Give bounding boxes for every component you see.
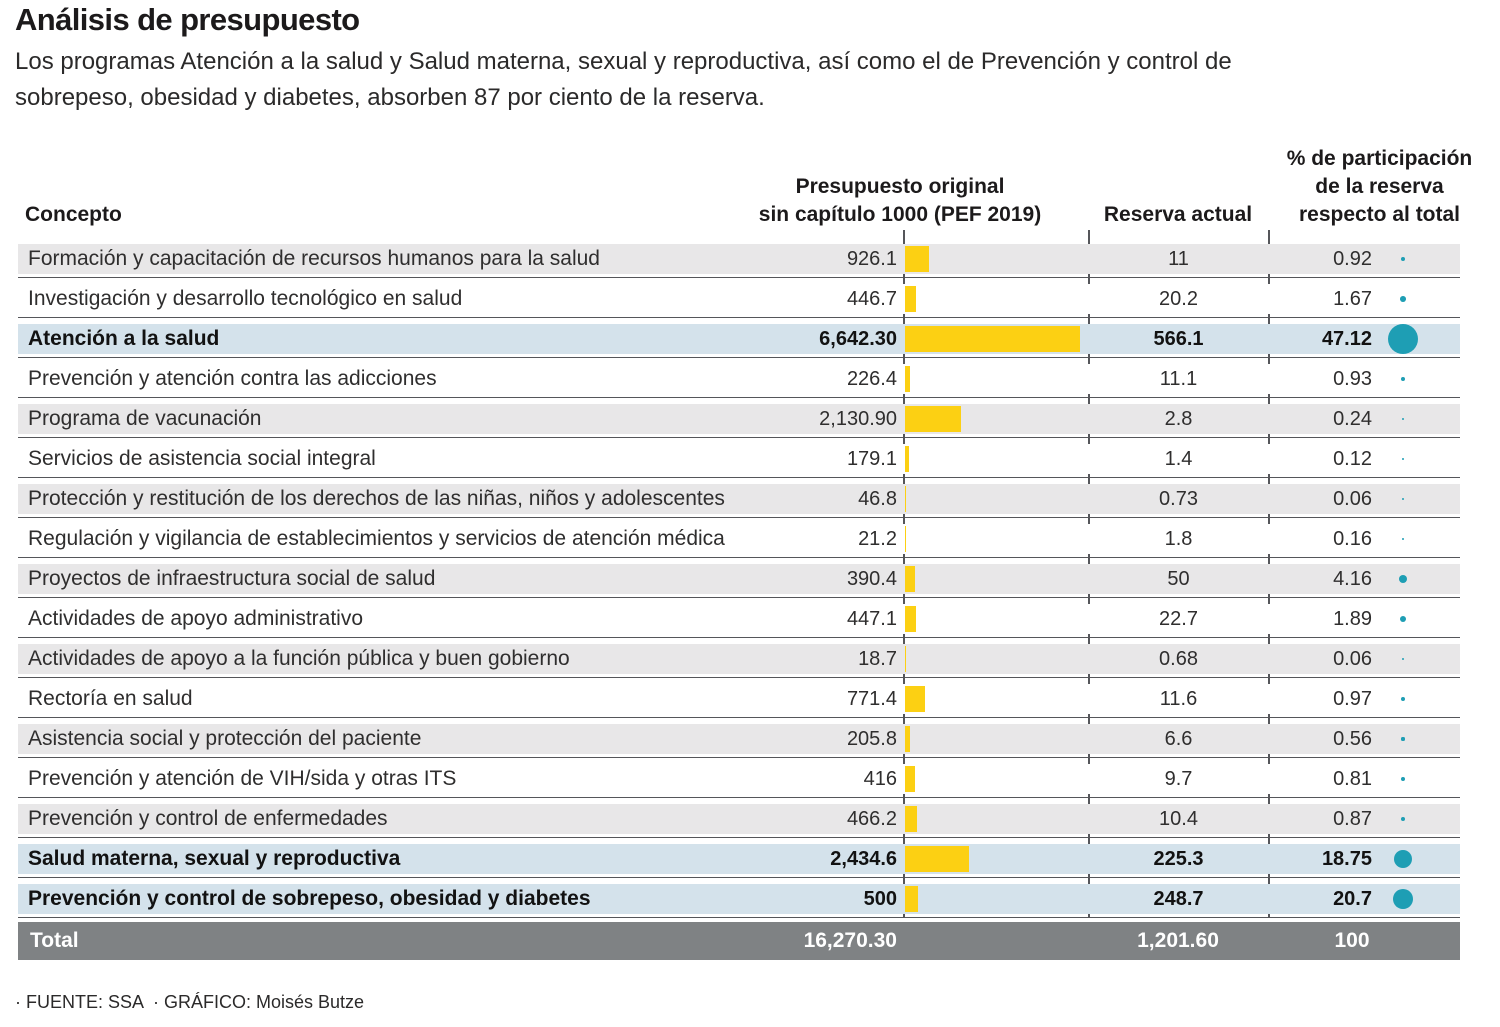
- row-pct-value: 0.12: [1333, 448, 1372, 470]
- presupuesto-bar: [905, 886, 918, 912]
- row-concept: Formación y capacitación de recursos humanos para la salud: [28, 247, 600, 270]
- row-reserva-value: 6.6: [1164, 728, 1193, 750]
- row-pct-value: 20.7: [1333, 888, 1372, 910]
- row-pct-value: 0.92: [1333, 248, 1372, 270]
- table-row: [0, 360, 1500, 400]
- total-pct-value: 100: [1334, 929, 1370, 952]
- row-reserva-value: 2.8: [1164, 408, 1193, 430]
- column-header-reserva: Reserva actual: [1103, 203, 1253, 226]
- row-presupuesto-value: 771.4: [846, 688, 897, 710]
- pct-dot: [1388, 324, 1418, 354]
- row-reserva-value: 1.8: [1164, 528, 1193, 550]
- row-reserva-value: 9.7: [1164, 768, 1193, 790]
- row-presupuesto-value: 466.2: [846, 808, 897, 830]
- presupuesto-bar: [905, 286, 917, 312]
- row-separator: [18, 677, 1460, 679]
- row-concept: Prevención y control de sobrepeso, obesidad y diabetes: [28, 887, 591, 910]
- row-concept: Actividades de apoyo administrativo: [28, 607, 364, 630]
- table-row: [0, 480, 1500, 520]
- row-reserva-value: 22.7: [1159, 608, 1198, 630]
- row-presupuesto-value: 2,130.90: [819, 408, 897, 430]
- table-rows: [0, 240, 1500, 920]
- row-pct-value: 0.06: [1333, 488, 1372, 510]
- row-reserva-value: 10.4: [1159, 808, 1198, 830]
- table-row: [0, 240, 1500, 280]
- presupuesto-bar: [905, 326, 1080, 352]
- row-reserva-value: 566.1: [1153, 328, 1204, 350]
- row-separator: [18, 357, 1460, 359]
- row-presupuesto-value: 6,642.30: [819, 328, 897, 350]
- row-pct-value: 0.56: [1333, 728, 1372, 750]
- total-label: Total: [30, 929, 79, 952]
- table-row: [0, 880, 1500, 920]
- presupuesto-bar: [905, 246, 929, 272]
- row-reserva-value: 0.73: [1159, 488, 1198, 510]
- row-pct-value: 0.16: [1333, 528, 1372, 550]
- row-pct-value: 0.87: [1333, 808, 1372, 830]
- column-header-presupuesto-line-1: Presupuesto original: [795, 175, 1005, 198]
- table-row: [0, 440, 1500, 480]
- row-pct-value: 18.75: [1321, 848, 1372, 870]
- table-row: [0, 280, 1500, 320]
- presupuesto-bar: [905, 766, 916, 792]
- row-separator: [18, 797, 1460, 799]
- pct-dot: [1402, 498, 1404, 500]
- table-row: [0, 320, 1500, 360]
- table-row: [0, 760, 1500, 800]
- table-row: [0, 600, 1500, 640]
- column-header-pct-line-3: respecto al total: [1298, 203, 1461, 226]
- row-separator: [18, 757, 1460, 759]
- row-separator: [18, 717, 1460, 719]
- row-presupuesto-value: 390.4: [846, 568, 897, 590]
- presupuesto-bar: [905, 726, 910, 752]
- row-reserva-value: 50: [1167, 568, 1190, 590]
- row-presupuesto-value: 447.1: [846, 608, 897, 630]
- subtitle-line-2: sobrepeso, obesidad y diabetes, absorben 87 por ciento de la reserva.: [15, 84, 765, 111]
- row-presupuesto-value: 179.1: [846, 448, 897, 470]
- table-row: [0, 720, 1500, 760]
- row-concept: Prevención y control de enfermedades: [28, 807, 388, 830]
- row-separator: [18, 877, 1460, 879]
- presupuesto-bar: [905, 646, 906, 672]
- pct-dot: [1402, 658, 1404, 660]
- table-row: [0, 840, 1500, 880]
- row-pct-value: 47.12: [1321, 328, 1372, 350]
- row-concept: Proyectos de infraestructura social de salud: [28, 567, 436, 590]
- column-header-pct: [1262, 145, 1497, 229]
- total-row: [18, 922, 1460, 960]
- row-concept: Protección y restitución de los derechos de las niñas, niños y adolescentes: [28, 487, 725, 510]
- presupuesto-bar: [905, 446, 910, 472]
- pct-dot: [1401, 737, 1404, 740]
- presupuesto-bar: [905, 366, 911, 392]
- row-separator: [18, 597, 1460, 599]
- row-separator: [18, 277, 1460, 279]
- row-pct-value: 0.24: [1333, 408, 1372, 430]
- table-row: [0, 800, 1500, 840]
- row-reserva-value: 20.2: [1159, 288, 1198, 310]
- row-presupuesto-value: 226.4: [846, 368, 897, 390]
- row-presupuesto-value: 500: [863, 888, 897, 910]
- presupuesto-bar: [905, 526, 906, 552]
- column-header-pct-line-1: % de participación: [1286, 147, 1473, 170]
- presupuesto-bar: [905, 806, 917, 832]
- table-row: [0, 520, 1500, 560]
- presupuesto-bar: [905, 406, 961, 432]
- row-presupuesto-value: 46.8: [858, 488, 897, 510]
- row-pct-value: 4.16: [1333, 568, 1372, 590]
- row-pct-value: 1.67: [1333, 288, 1372, 310]
- presupuesto-bar: [905, 566, 915, 592]
- row-concept: Prevención y atención contra las adicciones: [28, 367, 437, 390]
- pct-dot: [1400, 616, 1406, 622]
- table-row: [0, 560, 1500, 600]
- column-header-concepto: Concepto: [25, 203, 122, 226]
- row-concept: Atención a la salud: [28, 327, 220, 350]
- row-pct-value: 0.97: [1333, 688, 1372, 710]
- subtitle: [15, 44, 1232, 116]
- row-pct-value: 0.93: [1333, 368, 1372, 390]
- page-title: Análisis de presupuesto: [15, 2, 360, 37]
- pct-dot: [1401, 777, 1405, 781]
- row-reserva-value: 11.1: [1159, 368, 1198, 390]
- pct-dot: [1401, 817, 1405, 821]
- pct-dot: [1402, 458, 1404, 460]
- row-pct-value: 0.06: [1333, 648, 1372, 670]
- row-concept: Investigación y desarrollo tecnológico en salud: [28, 287, 463, 310]
- total-reserva-value: 1,201.60: [1137, 929, 1219, 952]
- table-row: [0, 400, 1500, 440]
- row-pct-value: 1.89: [1333, 608, 1372, 630]
- row-separator: [18, 477, 1460, 479]
- row-presupuesto-value: 926.1: [846, 248, 897, 270]
- row-presupuesto-value: 416: [863, 768, 897, 790]
- total-presupuesto-value: 16,270.30: [803, 929, 897, 952]
- pct-dot: [1393, 889, 1413, 909]
- row-reserva-value: 0.68: [1159, 648, 1198, 670]
- row-presupuesto-value: 21.2: [858, 528, 897, 550]
- column-header-pct-line-2: de la reserva: [1315, 175, 1444, 198]
- source-credits: · FUENTE: SSA · GRÁFICO: Moisés Butze: [15, 992, 365, 1012]
- row-reserva-value: 225.3: [1153, 848, 1204, 870]
- row-concept: Salud materna, sexual y reproductiva: [28, 847, 401, 870]
- row-separator: [18, 437, 1460, 439]
- row-separator: [18, 557, 1460, 559]
- row-concept: Asistencia social y protección del paciente: [28, 727, 422, 750]
- row-separator: [18, 517, 1460, 519]
- presupuesto-bar: [905, 686, 925, 712]
- presupuesto-bar: [905, 486, 906, 512]
- presupuesto-bar: [905, 846, 969, 872]
- row-concept: Actividades de apoyo a la función pública y buen gobierno: [28, 647, 570, 670]
- row-presupuesto-value: 18.7: [858, 648, 897, 670]
- row-separator: [18, 317, 1460, 319]
- row-separator: [18, 637, 1460, 639]
- row-reserva-value: 11: [1168, 248, 1189, 270]
- row-concept: Servicios de asistencia social integral: [28, 447, 376, 470]
- row-separator: [18, 837, 1460, 839]
- row-separator: [18, 917, 1460, 919]
- row-concept: Prevención y atención de VIH/sida y otras ITS: [28, 767, 457, 790]
- pct-dot: [1402, 538, 1404, 540]
- row-separator: [18, 397, 1460, 399]
- subtitle-line-1: Los programas Atención a la salud y Salud materna, sexual y reproductiva, así como el de Prevención y control de: [15, 48, 1232, 75]
- row-reserva-value: 1.4: [1164, 448, 1193, 470]
- row-presupuesto-value: 446.7: [846, 288, 897, 310]
- row-concept: Programa de vacunación: [28, 407, 262, 430]
- row-presupuesto-value: 205.8: [846, 728, 897, 750]
- row-presupuesto-value: 2,434.6: [830, 848, 897, 870]
- row-reserva-value: 248.7: [1153, 888, 1204, 910]
- row-concept: Rectoría en salud: [28, 687, 193, 710]
- column-header-presupuesto: [670, 173, 1130, 229]
- row-pct-value: 0.81: [1333, 768, 1372, 790]
- presupuesto-bar: [905, 606, 917, 632]
- column-header-presupuesto-line-2: sin capítulo 1000 (PEF 2019): [758, 203, 1042, 226]
- pct-dot: [1400, 296, 1406, 302]
- table-row: [0, 640, 1500, 680]
- row-reserva-value: 11.6: [1159, 688, 1198, 710]
- table-row: [0, 680, 1500, 720]
- row-concept: Regulación y vigilancia de establecimientos y servicios de atención médica: [28, 527, 725, 550]
